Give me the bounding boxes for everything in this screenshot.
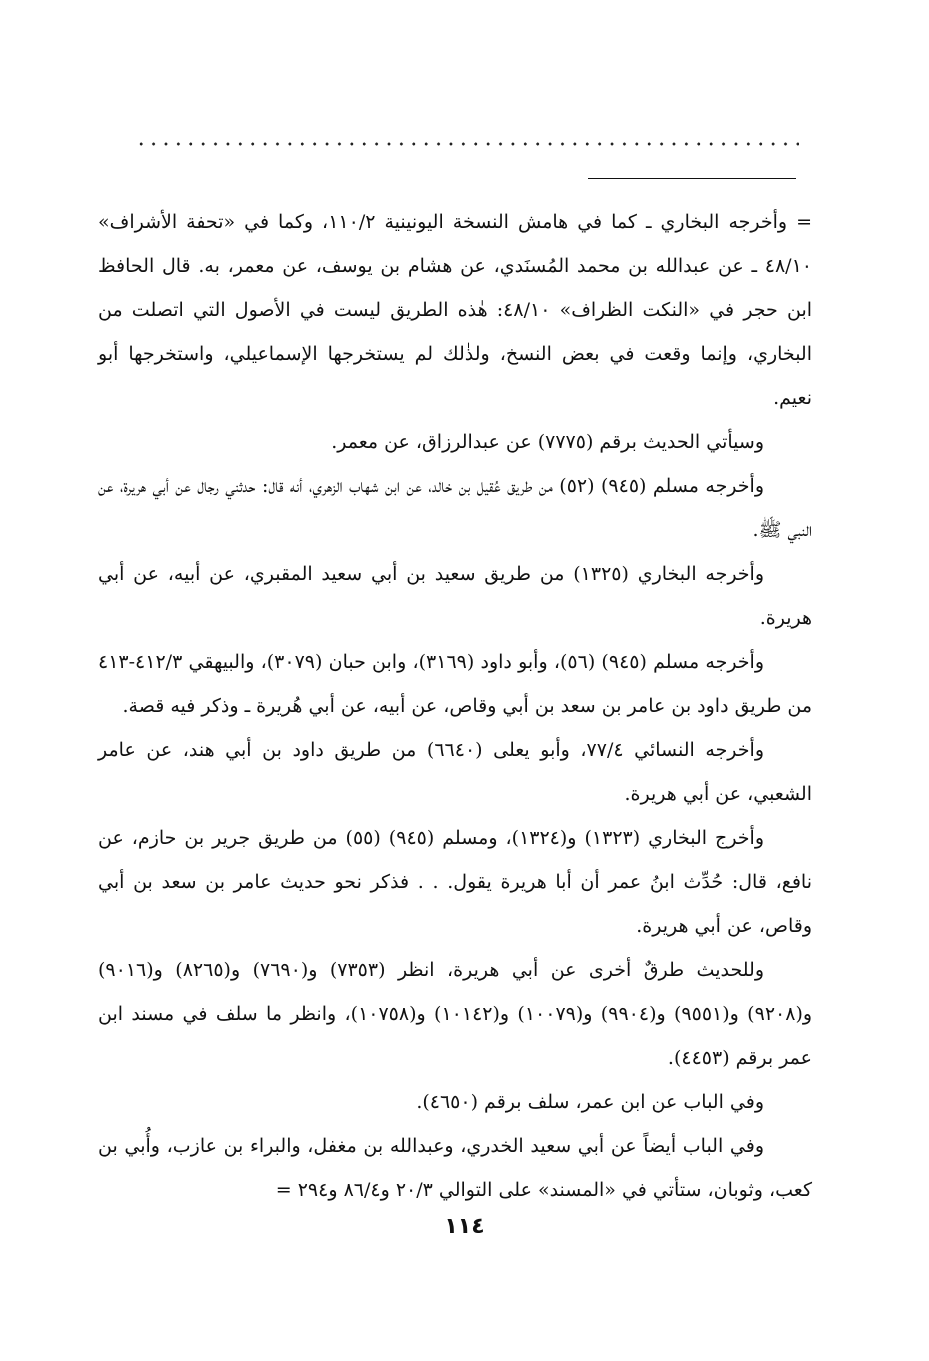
paragraph: وأخرجه مسلم (٩٤٥) (٥٢) من طريق عُقيل بن خالد، عن ابن شهاب الزهري، أنه قال: حدثني رجال عن أبي هريرة، عن النبي ﷺ. [98,475,812,541]
paragraph: وأخرجه مسلم (٩٤٥) (٥٦)، وأبو داود (٣١٦٩)، وابن حبان (٣٠٧٩)، والبيهقي ٤١٢/٣-٤١٣ من طريق داود بن عامر بن سعد بن أبي وقاص، عن أبيه، عن أبي هُريرة ـ وذكر فيه قصة. [98,651,812,717]
paragraph: وفي الباب عن ابن عمر، سلف برقم (٤٦٥٠). [416,1091,764,1113]
dotted-separator [135,142,799,146]
footnote-rule [588,178,796,179]
paragraph: وللحديث طرقٌ أخرى عن أبي هريرة، انظر (٧٣٥٣) و(٧٦٩٠) و(٨٢٦٥) و(٩٠١٦) و(٩٢٠٨) و(٩٥٥١) و(٩٩٠٤) و(١٠٠٧٩) و(١٠١٤٢) و(١٠٧٥٨)، وانظر ما سلف في مسند ابن عمر برقم (٤٤٥٣). [98,959,813,1069]
page-number: ١١٤ [444,1214,485,1239]
paragraph: وسيأتي الحديث برقم (٧٧٧٥) عن عبدالرزاق، عن معمر. [331,431,764,453]
paragraph: وفي الباب أيضاً عن أبي سعيد الخدري، وعبدالله بن مغفل، والبراء بن عازب، وأُبي بن كعب، وثوبان، ستأتي في «المسند» على التوالي ٢٠/٣ و٨٦/٤ و٢٩٤ = [98,1135,812,1201]
paragraph: وأخرج البخاري (١٣٢٣) و(١٣٢٤)، ومسلم (٩٤٥) (٥٥) من طريق جرير بن حازم، عن نافع، قال: حُدِّث ابنُ عمر أن أبا هريرة يقول. . . فذكر نحو حديث عامر بن سعد بن أبي وقاص، عن أبي هريرة. [98,827,812,937]
paragraph: وأخرجه البخاري (١٣٢٥) من طريق سعيد بن أبي سعيد المقبري، عن أبيه، عن أبي هريرة. [98,563,812,629]
footnote-text [98,200,812,1212]
paragraph: = وأخرجه البخاري ـ كما في هامش النسخة اليونينية ١١٠/٢، وكما في «تحفة الأشراف» ٤٨/١٠ ـ عن عبدالله بن محمد المُسنَدي، عن هشام بن يوسف، عن معمر، به. قال الحافظ ابن حجر في «النكت الظراف» ٤٨/١٠: هٰذه الطريق ليست في الأصول التي اتصلت من البخاري، وإنما وقعت في بعض النسخ، ولذٰلك لم يستخرجها الإسماعيلي، واستخرجها أبو نعيم. [98,211,813,409]
paragraph: وأخرجه النسائي ٧٧/٤، وأبو يعلى (٦٦٤٠) من طريق داود بن أبي هند، عن عامر الشعبي، عن أبي هريرة. [98,739,812,805]
